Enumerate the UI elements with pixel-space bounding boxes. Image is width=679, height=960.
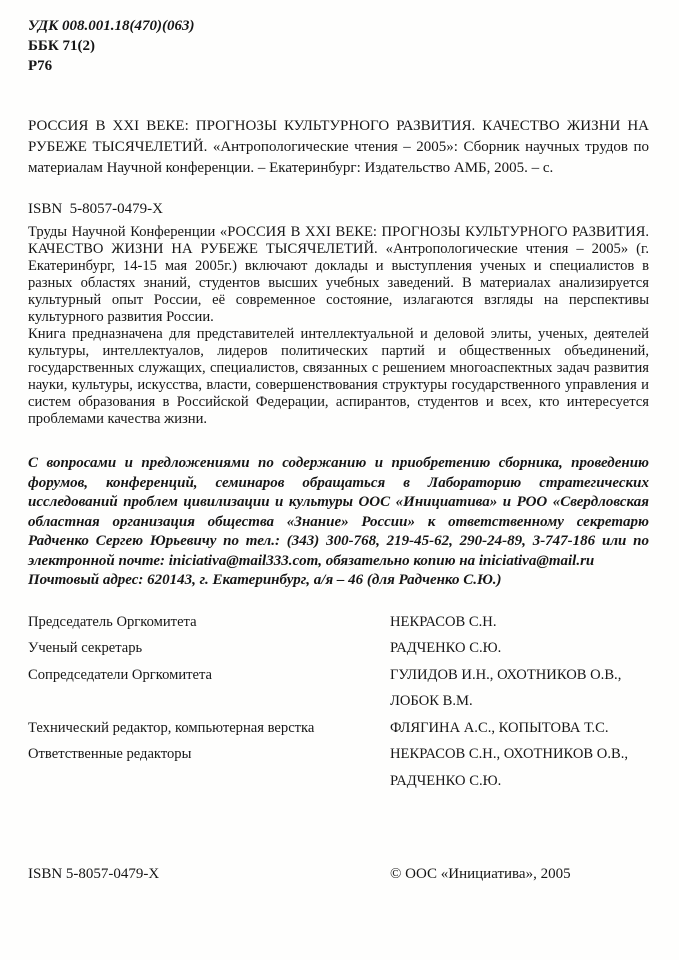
contact-paragraph: С вопросами и предложениями по содержанию и приобретению сборника, проведению форумов, конференций, семинаров обращаться в Лабораторию стратегических исследований проблем цивилизации и культуры ООС «Инициатива» и РОО «Свердловская областная организация общества «Знание» России» к ответственному секретарю Радченко Сергею Юрьевичу по тел.: (343) 300-768, 219-45-62, 290-24-89, 3-747-186 или по электронной почте: iniciativa@mail333.com, обязательно копию на iniciativa@mail.ru (28, 455, 649, 569)
classification-codes (28, 16, 649, 76)
credits-row (28, 715, 649, 742)
credits-role: Сопредседатели Оргкомитета (28, 666, 213, 683)
credits-row (28, 609, 649, 636)
isbn-top: ISBN 5-8057-0479-X (28, 201, 163, 217)
credits-row (28, 662, 649, 715)
credits-name: НЕКРАСОВ С.Н., ОХОТНИКОВ О.В., (390, 746, 629, 762)
footer-line (28, 866, 649, 883)
credits-row (28, 768, 649, 795)
credits-name: РАДЧЕНКО С.Ю. (390, 772, 502, 789)
credits-role: Ответственные редакторы (28, 746, 192, 762)
annotation-block (28, 224, 649, 428)
copyright-notice: © ООС «Инициатива», 2005 (390, 866, 571, 882)
credits-row (28, 741, 649, 768)
annotation-paragraph-1: Труды Научной Конференции «РОССИЯ В XXI ВЕКЕ: ПРОГНОЗЫ КУЛЬТУРНОГО РАЗВИТИЯ. КАЧЕСТВО ЖИЗНИ НА РУБЕЖЕ ТЫСЯЧЕЛЕТИЙ. «Антропологические чтения – 2005» (г. Екатеринбург, 14-15 мая 2005г.) включают доклады и выступления ученых и специалистов в разных областях знаний, студентов высших учебных заведений. В материалах анализируется культурный опыт России, её современное состояние, излагаются взгляды на перспективы культурного развития России. (28, 224, 649, 325)
isbn-bottom: ISBN 5-8057-0479-X (28, 866, 160, 882)
credits-role: Технический редактор, компьютерная верстка (28, 719, 315, 736)
author-sign-code: Р76 (28, 58, 53, 74)
udk-code: УДК 008.001.18(470)(063) (28, 18, 195, 34)
bbk-code: ББК 71(2) (28, 38, 95, 54)
credits-role: Председатель Оргкомитета (28, 613, 197, 630)
annotation-paragraph-2: Книга предназначена для представителей интеллектуальной и деловой элиты, ученых, деятелей культуры, интеллектуалов, лидеров политических партий и общественных объединений, государственных служащих, специалистов, связанных с решением многоаспектных задач развития науки, культуры, искусства, власти, совершенствования структуры государственного управления и систем образования в Российской Федерации, аспирантов, студентов и всех, кто интересуется проблемами качества жизни. (28, 326, 649, 427)
credits-name: РАДЧЕНКО С.Ю. (390, 640, 502, 656)
credits-name: ФЛЯГИНА А.С., КОПЫТОВА Т.С. (390, 719, 609, 736)
credits-row (28, 635, 649, 662)
credits-role (28, 768, 390, 795)
bibliographic-entry: РОССИЯ В XXI ВЕКЕ: ПРОГНОЗЫ КУЛЬТУРНОГО РАЗВИТИЯ. КАЧЕСТВО ЖИЗНИ НА РУБЕЖЕ ТЫСЯЧЕЛЕТИЙ. «Антропологические чтения – 2005»: Сборник научных трудов по материалам Научной конференции. – Екатеринбург: Издательство АМБ, 2005. – с. (28, 118, 649, 176)
postal-address: Почтовый адрес: 620143, г. Екатеринбург, а/я – 46 (для Радченко С.Ю.) (28, 572, 502, 588)
credits-name: НЕКРАСОВ С.Н. (390, 613, 497, 630)
credits-role: Ученый секретарь (28, 640, 143, 656)
credits-list (28, 609, 649, 795)
credits-name: ГУЛИДОВ И.Н., ОХОТНИКОВ О.В., ЛОБОК В.М. (390, 666, 622, 709)
